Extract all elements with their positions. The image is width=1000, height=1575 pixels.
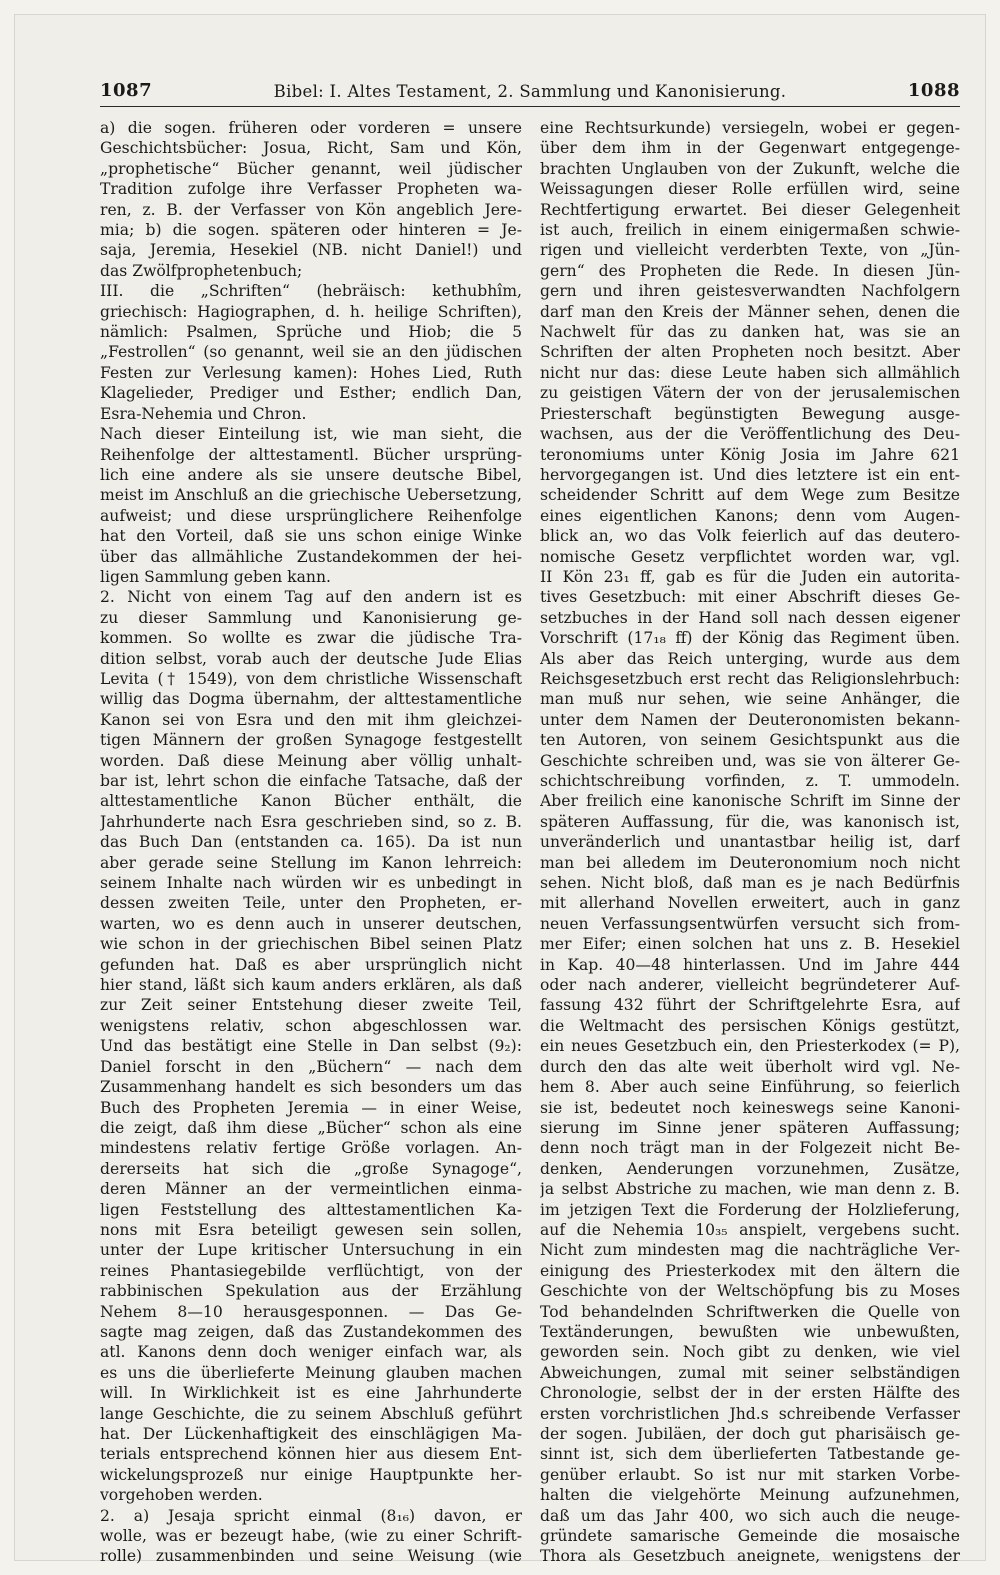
text-line: II Kön 23₁ ff, gab es für die Juden ein autorita- [540, 567, 960, 586]
text-line: will. In Wirklichkeit ist es eine Jahrhunderte [100, 1384, 522, 1403]
text-line: hat. Der Lückenhaftigkeit des einschlägigen Ma- [100, 1425, 522, 1443]
text-line: atl. Kanons denn doch weniger einfach war, als [100, 1343, 522, 1362]
text-line: im jetzigen Text die Forderung der Holzlieferung, [540, 1200, 960, 1219]
text-line: durch den das alte weit überholt wird vgl. Ne- [540, 1057, 960, 1076]
right-page-number: 1088 [907, 80, 960, 101]
text-line: „Festrollen“ (so genannt, weil sie an den jüdischen [100, 343, 522, 362]
text-line: deren Männer an der vermeintlichen einma- [100, 1180, 522, 1199]
text-line: meist im Anschluß an die griechische Uebersetzung, [100, 486, 522, 505]
text-line: Weissagungen dieser Rolle erfüllen wird, seine [540, 180, 960, 199]
text-line: lich eine andere als sie unsere deutsche Bibel, [100, 465, 522, 484]
text-line: willig das Dogma übernahm, der alttestamentliche [100, 690, 522, 709]
text-line: Textänderungen, bewußten wie unbewußten, [540, 1322, 960, 1341]
text-line: wachsen, aus der die Veröffentlichung des Deu- [540, 425, 960, 444]
text-line: halten die vielgehörte Meinung aufzunehmen, [540, 1486, 960, 1505]
text-line: über dem ihm in der Gegenwart entgegenge- [540, 139, 960, 158]
text-line: denken, Aenderungen vorzunehmen, Zusätze, [540, 1159, 960, 1178]
text-line: Kanon sei von Esra und den mit ihm gleichzei- [100, 710, 522, 729]
text-line: reines Phantasiegebilde verflüchtigt, von der [100, 1261, 522, 1280]
text-line: wickelungsprozeß nur einige Hauptpunkte her- [100, 1465, 522, 1484]
text-line: wenigstens relativ, schon abgeschlossen war. [100, 1016, 522, 1035]
text-line: ligen Sammlung geben kann. [100, 567, 331, 586]
left-column [100, 118, 522, 1567]
text-line: genüber erlaubt. So ist nur mit starken Vorbe- [540, 1465, 960, 1484]
text-line: Schriften der alten Propheten noch besitzt. Aber [540, 343, 960, 362]
text-line: nicht nur das: diese Leute haben sich allmählich [540, 363, 960, 382]
text-line: sehen. Nicht bloß, daß man es je nach Bedürfnis [540, 874, 960, 893]
text-line: unter der Lupe kritischer Untersuchung in ein [100, 1241, 522, 1260]
text-line: Reihenfolge der alttestamentl. Bücher ursprüng- [100, 445, 522, 464]
text-line: ersten vorchristlichen Jhd.s schreibende Verfasser [540, 1404, 960, 1423]
text-line: Rechtfertigung erwartet. Bei dieser Gelegenheit [540, 200, 960, 219]
text-line: ligen Feststellung des alttestamentlichen Ka- [100, 1200, 522, 1219]
text-line: Levita († 1549), von dem christliche Wissenschaft [100, 669, 522, 688]
text-line: dessen zweiten Teile, unter den Propheten, er- [100, 894, 522, 913]
text-line: kommen. So wollte es zwar die jüdische Tra- [100, 629, 522, 648]
text-line: Und das bestätigt eine Stelle in Dan selbst (9₂): [100, 1037, 522, 1056]
text-line: Vorschrift (17₁₈ ff) der König das Regiment üben. [540, 629, 960, 648]
text-line: III. die „Schriften“ (hebräisch: kethubhîm, [100, 282, 522, 301]
text-line: dition selbst, vorab auch der deutsche Jude Elias [100, 649, 522, 668]
text-line: mit allerhand Novellen erweitert, auch in ganz [540, 894, 960, 913]
text-line: a) die sogen. früheren oder vorderen = unsere [100, 119, 522, 137]
text-line: Thora als Gesetzbuch aneignete, wenigstens der [540, 1547, 960, 1566]
text-line: daß um das Jahr 400, wo sich auch die neuge- [540, 1506, 960, 1525]
text-line: Nachwelt für das zu danken hat, was sie an [540, 323, 960, 342]
text-line: die zeigt, daß ihm diese „Bücher“ schon als eine [100, 1118, 522, 1137]
text-line: rolle) zusammenbinden und seine Weisung (wie [100, 1547, 522, 1566]
text-line: griechisch: Hagiographen, d. h. heilige Schriften), [100, 302, 522, 321]
text-line: das Buch Dan (entstanden ca. 165). Da ist nun [100, 833, 522, 852]
text-line: unveränderlich und unantastbar heilig ist, darf [540, 833, 960, 852]
text-line: tigen Männern der großen Synagoge festgestellt [100, 731, 522, 750]
text-line: Zusammenhang handelt es sich besonders um das [100, 1078, 522, 1097]
text-line: brachten Unglauben von der Zukunft, welche die [540, 159, 960, 178]
text-line: sinnt ist, sich dem überlieferten Tatbestande ge- [540, 1445, 960, 1464]
text-line: mindestens relativ fertige Größe vorlagen. An- [100, 1139, 522, 1158]
text-line: tives Gesetzbuch: mit einer Abschrift dieses Ge- [540, 588, 960, 607]
text-line: Buch des Propheten Jeremia — in einer Weise, [100, 1098, 522, 1117]
text-line: zur Zeit seiner Entstehung dieser zweite Teil, [100, 996, 522, 1015]
text-line: sie ist, bedeutet noch keineswegs seine Kanoni- [540, 1098, 960, 1117]
text-line: rigen und vielleicht verderbten Texte, von „Jün- [540, 241, 960, 260]
text-line: Festen zur Verlesung kamen): Hohes Lied, Ruth [100, 363, 522, 382]
text-line: denn noch trägt man in der Folgezeit nicht Be- [540, 1139, 960, 1158]
text-line: Chronologie, selbst der in der ersten Hälfte des [540, 1384, 960, 1403]
text-line: Priesterschaft begünstigten Bewegung ausge- [540, 404, 960, 423]
text-line: Tod behandelnden Schriftwerken die Quelle von [540, 1302, 960, 1321]
left-page-number: 1087 [100, 80, 153, 101]
text-line: nons mit Esra beteiligt gewesen sein sollen, [100, 1220, 522, 1239]
text-line: 2. Nicht von einem Tag auf den andern ist es [100, 588, 522, 607]
text-line: vorgehoben werden. [100, 1486, 263, 1505]
text-line: einigung des Priesterkodex mit den ältern die [540, 1261, 960, 1280]
text-line: Nach dieser Einteilung ist, wie man sieht, die [100, 425, 522, 444]
text-line: über das allmähliche Zustandekommen der hei- [100, 547, 522, 566]
text-line: saja, Jeremia, Hesekiel (NB. nicht Daniel!) und [100, 241, 522, 260]
text-line: Tradition zufolge ihre Verfasser Propheten wa- [100, 180, 522, 199]
text-line: wolle, was er bezeugt habe, (wie zu einer Schrift- [100, 1527, 522, 1546]
text-line: Geschichtsbücher: Josua, Richt, Sam und Kön, [100, 139, 522, 158]
text-line: hier stand, läßt sich kaum anders erklären, als daß [100, 976, 522, 995]
right-column [540, 118, 960, 1567]
text-line: Aber freilich eine kanonische Schrift im Sinne der [540, 792, 960, 811]
running-title: Bibel: I. Altes Testament, 2. Sammlung und Kanonisierung. [273, 82, 787, 101]
text-line: man muß nur sehen, wie seine Anhänger, die [540, 690, 960, 709]
text-line: eine Rechtsurkunde) versiegeln, wobei er gegen- [540, 119, 960, 137]
text-line: aber gerade seine Stellung im Kanon lehrreich: [100, 853, 522, 872]
text-line: gründete samarische Gemeinde die mosaische [540, 1527, 960, 1546]
text-line: Geschichte schreiben und, was sie von älterer Ge- [540, 751, 960, 770]
text-line: nämlich: Psalmen, Sprüche und Hiob; die 5 [100, 323, 522, 342]
text-line: mer Eifer; einen solchen hat uns z. B. Hesekiel [540, 935, 960, 954]
text-line: zu dieser Sammlung und Kanonisierung ge- [100, 608, 522, 627]
text-line: sagte mag zeigen, daß das Zustandekommen des [100, 1322, 522, 1341]
text-line: ten Autoren, von seinem Gesichtspunkt aus die [540, 731, 960, 750]
text-line: in Kap. 40—48 hinterlassen. Und im Jahre 444 [540, 955, 960, 974]
text-line: hat den Vorteil, daß sie uns schon einige Winke [100, 527, 522, 546]
running-header [100, 80, 960, 107]
text-line: „prophetische“ Bücher genannt, weil jüdischer [100, 159, 522, 178]
text-line: fassung 432 führt der Schriftgelehrte Esra, auf [540, 996, 960, 1015]
text-line: ren, z. B. der Verfasser von Kön angeblich Jere- [100, 200, 522, 219]
text-line: setzbuches in der Hand soll nach dessen eigener [540, 608, 960, 627]
text-line: späteren Auffassung, für die, was kanonisch ist, [540, 812, 960, 831]
text-line: ja selbst Abstriche zu machen, wie man denn z. B. [540, 1180, 960, 1199]
text-line: Esra-Nehemia und Chron. [100, 404, 307, 423]
text-line: oder nach anderer, vielleicht begründeterer Auf- [540, 976, 960, 995]
text-line: mia; b) die sogen. späteren oder hinteren = Je- [100, 221, 522, 240]
text-line: man bei alledem im Deuteronomium noch nicht [540, 853, 960, 872]
text-line: rabbinischen Spekulation aus der Erzählung [100, 1282, 522, 1301]
text-line: Als aber das Reich unterging, wurde aus dem [540, 649, 960, 668]
text-line: seinem Inhalte nach würden wir es unbedingt in [100, 874, 522, 893]
text-line: aufweist; und diese ursprünglichere Reihenfolge [100, 506, 522, 525]
text-line: Nicht zum mindesten mag die nachträgliche Ver- [540, 1241, 960, 1260]
text-line: die Weltmacht des persischen Königs gestützt, [540, 1016, 960, 1035]
text-line: gern und ihren geistesverwandten Nachfolgern [540, 282, 960, 301]
text-line: blick an, wo das Volk feierlich auf das deutero- [540, 527, 960, 546]
text-line: schichtschreibung vorfinden, z. T. ummodeln. [540, 772, 960, 790]
text-line: wie schon in der griechischen Bibel seinen Platz [100, 935, 522, 954]
text-line: terials entsprechend können hier aus diesem Ent- [100, 1445, 522, 1464]
text-line: neuen Verfassungsentwürfen versucht sich from- [540, 914, 960, 933]
text-line: scheidender Schritt auf dem Wege zum Besitze [540, 486, 960, 505]
text-line: teronomiums unter König Josia im Jahre 621 [540, 445, 960, 464]
text-line: auf die Nehemia 10₃₅ anspielt, vergebens sucht. [540, 1220, 960, 1239]
text-line: Nehem 8—10 herausgesponnen. — Das Ge- [100, 1302, 522, 1321]
text-line: geworden sein. Noch gibt zu denken, wie viel [540, 1343, 960, 1362]
text-line: lange Geschichte, die zu seinem Abschluß geführt [100, 1404, 522, 1423]
text-line: zu geistigen Vätern der von der jerusalemischen [540, 384, 960, 403]
text-line: Reichsgesetzbuch erst recht das Religionslehrbuch: [540, 669, 960, 688]
text-line: unter dem Namen der Deuteronomisten bekann- [540, 710, 960, 729]
text-line: ist auch, freilich in einem einigermaßen schwie- [540, 221, 960, 240]
text-line: Daniel forscht in den „Büchern“ — nach dem [100, 1057, 522, 1076]
text-line: das Zwölfprophetenbuch; [100, 261, 303, 280]
text-line: nomische Gesetz verpflichtet worden war, vgl. [540, 547, 960, 566]
text-line: hem 8. Aber auch seine Einführung, so feierlich [540, 1078, 960, 1097]
text-line: dererseits hat sich die „große Synagoge“, [100, 1159, 522, 1178]
text-line: 2. a) Jesaja spricht einmal (8₁₆) davon, er [100, 1506, 522, 1525]
text-line: alttestamentliche Kanon Bücher enthält, die [100, 792, 522, 811]
text-line: Geschichte von der Weltschöpfung bis zu Moses [540, 1282, 960, 1301]
text-line: darf man den Kreis der Männer sehen, denen die [540, 302, 960, 321]
text-line: bar ist, lehrt schon die einfache Tatsache, daß der [100, 772, 522, 790]
text-line: eines eigentlichen Kanons; denn vom Augen- [540, 506, 960, 525]
text-line: ein neues Gesetzbuch ein, den Priesterkodex (= P), [540, 1037, 960, 1056]
text-line: worden. Daß diese Meinung aber völlig unhalt- [100, 751, 522, 770]
text-line: Klagelieder, Prediger und Esther; endlich Dan, [100, 384, 522, 403]
text-line: sierung im Sinne jener späteren Auffassung; [540, 1118, 960, 1137]
text-line: es uns die überlieferte Meinung glauben machen [100, 1363, 522, 1382]
text-line: Jahrhunderte nach Esra geschrieben sind, so z. B. [100, 812, 522, 831]
text-line: gefunden hat. Daß es aber ursprünglich nicht [100, 955, 522, 974]
text-line: gern“ des Propheten die Rede. In diesen Jün- [540, 261, 960, 280]
text-line: der sogen. Jubiläen, der doch gut pharisäisch ge- [540, 1425, 960, 1443]
text-line: hervorgegangen ist. Und dies letztere ist ein ent- [540, 465, 960, 484]
text-line: Abweichungen, zumal mit seiner selbständigen [540, 1363, 960, 1382]
text-line: warten, wo es denn auch in unserer deutschen, [100, 914, 522, 933]
